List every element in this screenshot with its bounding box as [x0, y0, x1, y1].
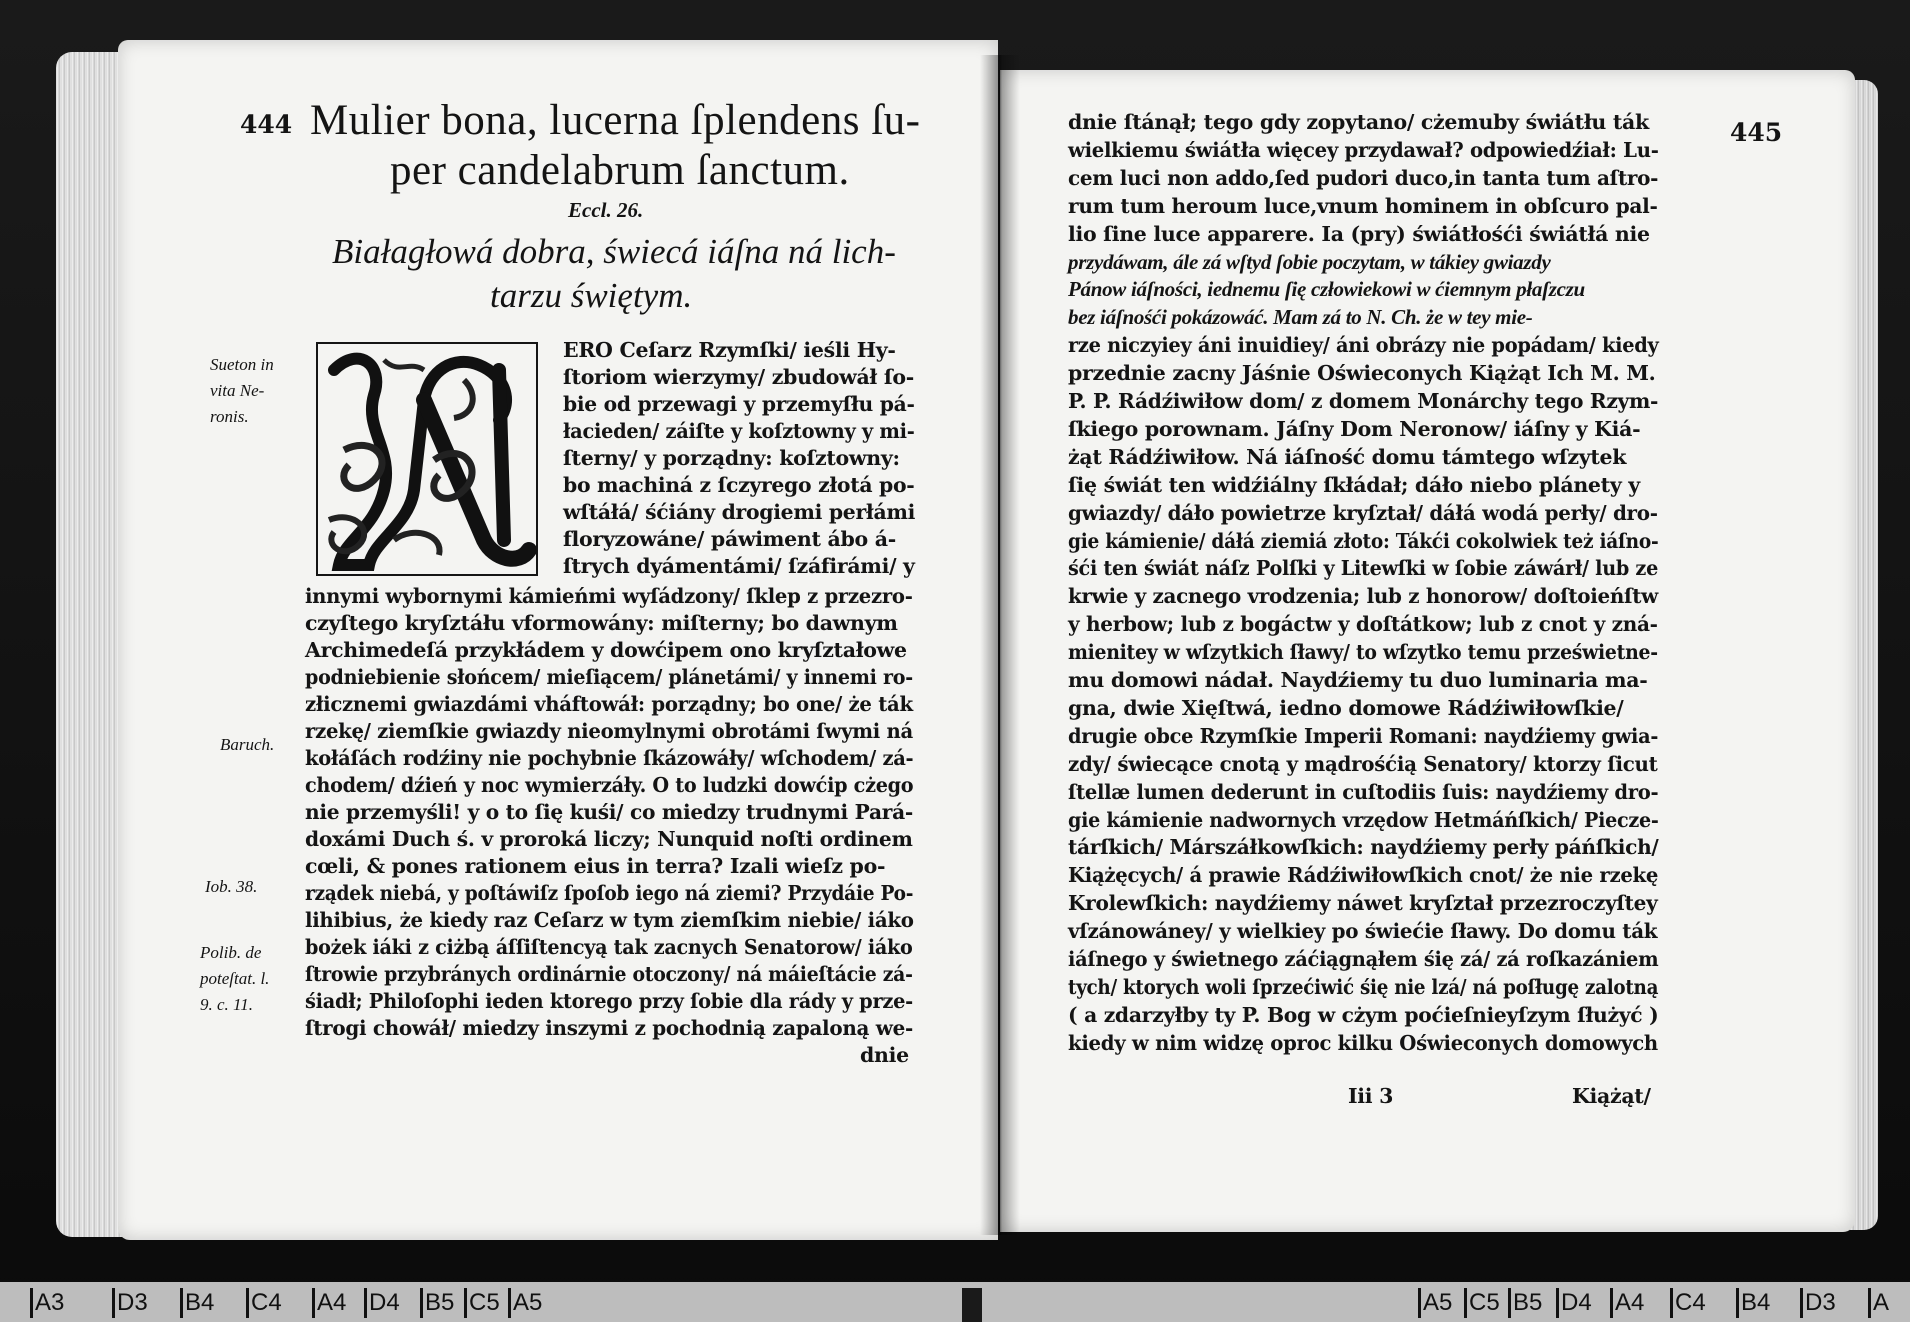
- body-line: rze niczyiey áni inuidiey/ áni obrázy nie popádam/ kiedy: [1068, 333, 1659, 357]
- right-page-number: 445: [1730, 118, 1783, 147]
- book-gutter: [980, 55, 1020, 1235]
- body-line: mienitey w wſzytkich ſławy/ to wſzytko temu prześwietne-: [1068, 640, 1658, 664]
- body-line: lihibius, że kiedy raz Ceſarz w tym ziemſkim niebie/ iáko: [305, 908, 914, 932]
- body-line: cem luci non addo,ſed pudori duco,in tanta tum aſtro-: [1068, 166, 1659, 190]
- subtitle-line-2: tarzu świętym.: [490, 276, 693, 315]
- ruler-center-mark: [962, 1288, 982, 1322]
- body-line: zdy/ świecące cnotą y mądrośćią Senatory/ ktorzy ſicut: [1068, 752, 1658, 776]
- body-line: bożek iáki z ciżbą áſſiſtencyą tak zacnych Senatorow/ iáko: [305, 935, 913, 959]
- left-page-number: 444: [240, 110, 293, 139]
- body-line: ſtoriom wierzymy/ zbudowáł ſo-: [563, 365, 914, 389]
- body-line: nie przemyśli! y o to ſię kuśi/ co miedzy trudnymi Pará-: [305, 800, 913, 824]
- body-line: złicznemi gwiazdámi vháftowáł: porządny; bo one/ że ták: [305, 692, 913, 716]
- body-line: tárſkich/ Márszáłkowſkich: naydźiemy perły páńſkich/: [1068, 835, 1659, 859]
- body-line: ſkiego porownam. Jáſny Dom Neronow/ iáſny y Kiá-: [1068, 417, 1641, 441]
- ruler-label: C4: [246, 1288, 282, 1318]
- body-line: vſzánowáney/ y wielkiey po świećie ſławy. Do domu ták: [1068, 919, 1658, 943]
- ruler-label: A5: [508, 1288, 542, 1318]
- body-line: ſtrogi chowáł/ miedzy inszymi z pochodnią zapaloną we-: [305, 1016, 913, 1040]
- ruler-label: C5: [464, 1288, 500, 1318]
- drop-cap-letter-icon: [314, 340, 540, 578]
- body-line: gie kámienie/ dáłá ziemiá złoto: Tákći cokolwiek też iáſno-: [1068, 529, 1659, 553]
- margin-note: Baruch.: [220, 735, 275, 754]
- ruler-label: B5: [420, 1288, 454, 1318]
- body-line: lio ſine luce apparere. Ia (pry) świátłośći świátłá nie: [1068, 222, 1650, 246]
- margin-note: Polib. de poteſtat. l. 9. c. 11.: [200, 943, 270, 1014]
- body-line: podniebienie słońcem/ mieſiącem/ plánetámi/ y innemi ro-: [305, 665, 913, 689]
- ruler-label: D4: [1556, 1288, 1592, 1318]
- body-line: dnie: [860, 1043, 909, 1067]
- drop-cap-ornament: [314, 340, 540, 578]
- body-line: floryzowáne/ páwiment ábo á-: [563, 527, 896, 551]
- ruler-label: D3: [112, 1288, 148, 1318]
- body-line: ſię świát ten widźiálny ſkłádał; dáło niebo plánety y: [1068, 473, 1640, 497]
- body-line: rzekę/ ziemſkie gwiazdy nieomylnymi obrotámi ſwymi ná: [305, 719, 913, 743]
- body-line: kołáſách rodźiny nie pochybnie ſkázowáły/ wſchodem/ zá-: [305, 746, 914, 770]
- body-line: bie od przewagi y przemyſłu pá-: [563, 392, 915, 416]
- body-line: Pánow iáſności, iednemu ſię człowiekowi w ćiemnym płaſzczu: [1068, 277, 1585, 301]
- ruler-label: B5: [1508, 1288, 1542, 1318]
- body-line: krwie y zacnego vrodzenia; lub z honorow/ doſtoieńſtw: [1068, 584, 1658, 608]
- ruler-label: A: [1868, 1288, 1889, 1318]
- ruler-label: A4: [1610, 1288, 1644, 1318]
- body-line: kiedy w nim widzę oproc kilku Oświeconych domowych: [1068, 1031, 1658, 1055]
- body-line: śiadł; Philoſophi ieden ktorego przy ſobie dla rády y prze-: [305, 989, 913, 1013]
- body-line: bez iáſnośći pokázowáć. Mam zá to N. Ch. że w tey mie-: [1068, 305, 1533, 329]
- body-line: innymi wybornymi kámieńmi wyſádzony/ ſklep z przezro-: [305, 584, 913, 608]
- ruler-label: A4: [312, 1288, 346, 1318]
- ruler-label: D3: [1800, 1288, 1836, 1318]
- body-line: chodem/ dźień y noc wymierzáły. O to ludzki dowćip cżego: [305, 773, 914, 797]
- body-line: y herbow; lub z bogáctw y doſtátkow; lub z cnot y zná-: [1068, 612, 1658, 636]
- scan-color-ruler: [0, 1282, 1910, 1322]
- page-signature: Iii 3: [1348, 1084, 1394, 1108]
- body-line: żąt Rádźiwiłow. Ná iáſność domu támtego wſzytek: [1068, 445, 1627, 469]
- scripture-reference: Eccl. 26.: [568, 198, 644, 222]
- ruler-label: C4: [1670, 1288, 1706, 1318]
- body-line: gie kámienie nadwornych vrzędow Hetmáńſkich/ Piecze-: [1068, 808, 1659, 832]
- body-line: Kiążęcych/ á prawie Rádźiwiłowſkich cnot/ że nie rzekę: [1068, 863, 1659, 887]
- ruler-label: D4: [364, 1288, 400, 1318]
- body-line: łacieden/ záiſte y koſztowny y mi-: [563, 419, 915, 443]
- body-line: ſtrowie przybránych ordinárnie otoczony/ ná máieſtácie zá-: [305, 962, 913, 986]
- body-line: rządek niebá, y poſtáwiſz ſpoſob iego ná ziemi? Przydáie Po-: [305, 881, 914, 905]
- ruler-label: A3: [30, 1288, 64, 1318]
- body-line: P. P. Rádźiwiłow dom/ z domem Monárchy tego Rzym-: [1068, 389, 1659, 413]
- ruler-label: B4: [1736, 1288, 1770, 1318]
- body-line: gwiazdy/ dáło powietrze kryſztał/ dáłá wodá perły/ dro-: [1068, 501, 1658, 525]
- body-line: śći ten świát náſz Polſki y Litewſki w ſobie záwárł/ lub ze: [1068, 556, 1659, 580]
- body-line: mu domowi nádał. Naydźiemy tu duo luminaria ma-: [1068, 668, 1648, 692]
- body-line: Archimedeſá przykłádem y dowćipem ono kryſztałowe: [305, 638, 907, 662]
- body-line: ſterny/ y porządny: koſztowny:: [563, 446, 900, 470]
- margin-note: Sueton in vita Ne-ronis.: [210, 355, 274, 426]
- catchword: Kiążąt/: [1572, 1084, 1651, 1108]
- ruler-label: A5: [1418, 1288, 1452, 1318]
- body-line: rum tum heroum luce,vnum hominem in obſcuro pal-: [1068, 194, 1658, 218]
- body-line: wielkiemu świátła więcey przydawał? odpowiedźiał: Lu-: [1068, 138, 1659, 162]
- body-line: tych/ ktorych woli ſprzećiwić śię nie lzá/ ná poſługę zalotną: [1068, 975, 1659, 999]
- body-line: ERO Ceſarz Rzymſki/ ieśli Hy-: [563, 338, 896, 362]
- body-line: ſtrych dyámentámi/ ſzáfirámi/ y: [563, 554, 915, 578]
- body-line: ( a zdarzyłby ty P. Bog w cżym poćieſnieyſzym ſłużyć ): [1068, 1003, 1659, 1027]
- title-line-1: Mulier bona, lucerna ſplendens ſu-: [310, 97, 921, 144]
- body-line: dnie ſtánął; tego gdy zopytano/ cżemuby świátłu ták: [1068, 110, 1649, 134]
- body-line: ſtellæ lumen dederunt in cuſtodiis ſuis: naydźiemy dro-: [1068, 780, 1659, 804]
- margin-note: Iob. 38.: [205, 877, 258, 896]
- ruler-label: B4: [180, 1288, 214, 1318]
- body-line: przydáwam, ále zá wſtyd ſobie poczytam, w tákiey gwiazdy: [1068, 250, 1551, 274]
- body-line: drugie obce Rzymſkie Imperii Romani: naydźiemy gwia-: [1068, 724, 1659, 748]
- title-line-2: per candelabrum ſanctum.: [390, 147, 850, 194]
- body-line: bo machiná z ſczyrego złotá po-: [563, 473, 915, 497]
- body-line: przednie zacny Jáśnie Oświeconych Kiążąt Ich M. M.: [1068, 361, 1656, 385]
- body-line: cœli, & pones rationem eius in terra? Izali wieſz po-: [305, 854, 886, 878]
- subtitle-line-1: Białagłowá dobra, świecá iáſna ná lich-: [332, 232, 896, 271]
- body-line: gna, dwie Xięſtwá, iedno domowe Rádźiwiłowſkie/: [1068, 696, 1624, 720]
- body-line: doxámi Duch ś. v proroká liczy; Nunquid noſti ordinem: [305, 827, 913, 851]
- body-line: iáſnego y świetnego záćiągnąłem śię zá/ zá roſkazániem: [1068, 947, 1659, 971]
- body-line: Krolewſkich: naydźiemy náwet kryſztał przezroczyſtey: [1068, 891, 1658, 915]
- body-line: wſtáłá/ śćiány drogiemi perłámi: [563, 500, 916, 524]
- body-line: czyſtego kryſztáłu vformowány: miſterny; bo dawnym: [305, 611, 898, 635]
- ruler-label: C5: [1464, 1288, 1500, 1318]
